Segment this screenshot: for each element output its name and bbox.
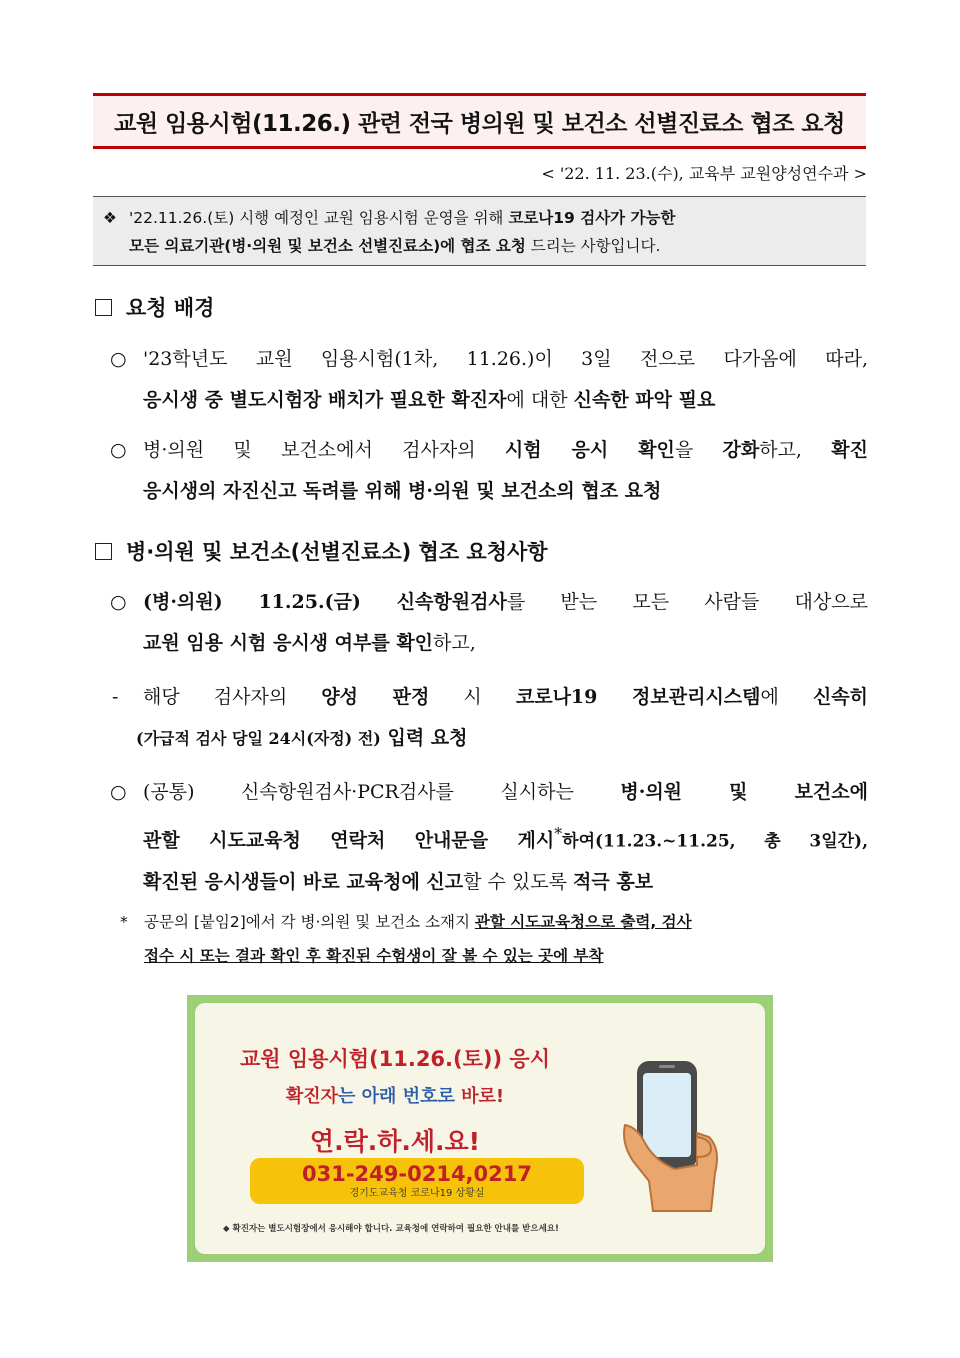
document-title: 교원 임용시험(11.26.) 관련 전국 병의원 및 보건소 선별진료소 협조 요청: [93, 93, 866, 149]
item-line: [112, 718, 868, 759]
item-text: 에: [760, 686, 813, 708]
item-text-bold: (가급적 검사 당일 24시(자정) 전): [136, 729, 381, 748]
item-text: 를 받는 모든 사람들 대상으로: [506, 591, 868, 613]
item-text-bold: 입력 요청: [380, 727, 468, 749]
poster-heading: 교원 임용시험(11.26.(토)) 응시: [240, 1047, 550, 1071]
request-item-2: [110, 772, 868, 903]
item-text: 에 대한: [506, 389, 574, 411]
request-subitem: [112, 677, 868, 759]
summary-text-2: 코로나19 검사가 가능한: [508, 209, 676, 227]
asterisk-icon: *: [120, 913, 128, 931]
item-line: 응시생의 자진신고 독려를 위해 병·의원 및 보건소의 협조 요청: [143, 480, 662, 502]
item-text-bold: 시험 응시 확인: [504, 439, 675, 461]
item-line: [110, 582, 868, 623]
summary-text-4: 드리는 사항입니다.: [525, 237, 661, 255]
item-text-bold: 확진된 응시생들이 바로 교육청에 신고: [143, 871, 464, 894]
poster-text-blue: 는 아래 번호로: [338, 1086, 462, 1107]
circle-bullet-icon: ○: [110, 781, 127, 803]
footnote-star: *: [554, 824, 563, 843]
request-item-1: [110, 582, 868, 664]
poster-text-red: 확진자: [285, 1086, 339, 1107]
section-heading-text: 요청 배경: [126, 296, 215, 320]
checkbox-square-icon: [95, 299, 112, 316]
item-text-bold: (병·의원) 11.25.(금) 신속항원검사: [143, 591, 507, 613]
summary-box: [93, 196, 866, 266]
phone-number-bar: [250, 1158, 584, 1204]
phone-number: 031-249-0214,0217: [302, 1162, 532, 1186]
footnote: [120, 905, 868, 973]
poster-callout: 연.락.하.세.요!: [309, 1127, 481, 1156]
item-text: 하고,: [433, 632, 476, 654]
footnote-text: 공문의 [붙임2]에서 각 병·의원 및 보건소 소재지: [144, 913, 475, 931]
diamond-bullet-icon: ❖: [103, 209, 117, 227]
background-item-2: [110, 430, 868, 512]
footnote-text-bold: 관할 시도교육청으로 출력, 검사: [474, 913, 692, 931]
item-line: [110, 813, 868, 862]
item-line: [110, 862, 868, 903]
footnote-line: 접수 시 또는 결과 확인 후 확진된 수험생이 잘 볼 수 있는 곳에 부착: [144, 947, 604, 965]
circle-bullet-icon: ○: [110, 348, 127, 370]
poster-inner: [195, 1003, 765, 1254]
section-heading-background: [93, 292, 214, 322]
circle-bullet-icon: ○: [110, 439, 127, 461]
background-item-1: [110, 339, 868, 421]
item-line: [112, 677, 868, 718]
item-text: 하고,: [759, 439, 832, 461]
item-text-bold: 코로나19 정보관리시스템: [515, 686, 761, 708]
dash-bullet-icon: -: [112, 686, 119, 708]
item-text-bold: 응시생 중 별도시험장 배치가 필요한 확진자: [143, 389, 507, 411]
item-line: [110, 339, 868, 380]
notice-poster: [187, 995, 773, 1262]
item-text-bold: 양성 판정: [321, 686, 430, 708]
item-line: [110, 772, 868, 813]
poster-text-red: 바로!: [461, 1086, 505, 1107]
item-line: [110, 623, 868, 664]
footnote-line: [120, 905, 868, 939]
item-text-bold: 병·의원 및 보건소에: [620, 781, 868, 803]
section-heading-text: 병·의원 및 보건소(선별진료소) 협조 요청사항: [126, 540, 548, 564]
item-text: 할 수 있도록: [463, 871, 574, 894]
item-text-bold: 교원 임용 시험 응시생 여부를 확인: [143, 632, 434, 654]
item-text: '23학년도 교원 임용시험(1차, 11.26.)이 3일 전으로 다가옴에 따라,: [143, 348, 868, 370]
item-line: [110, 380, 868, 421]
phone-label: 경기도교육청 코로나19 상황실: [349, 1188, 485, 1199]
item-text-bold: 관할 시도교육청 연락처 안내문을: [143, 829, 518, 852]
summary-text-3: 모든 의료기관(병·의원 및 보건소 선별진료소)에 협조 요청: [129, 237, 526, 255]
item-text-bold: 적극 홍보: [573, 871, 654, 894]
summary-line-1: [103, 204, 856, 232]
hand-holding-phone-icon: [615, 1053, 735, 1213]
summary-line-2: [103, 232, 856, 260]
item-text-bold: 신속히: [812, 686, 869, 708]
circle-bullet-icon: ○: [110, 591, 127, 613]
item-text-bold: 확진: [831, 439, 868, 461]
checkbox-square-icon: [95, 543, 112, 560]
item-text-bold: 신속한 파악 필요: [573, 389, 716, 411]
item-text-bold: 게시: [517, 829, 555, 852]
poster-footer: ◆ 확진자는 별도시험장에서 응시해야 합니다. 교육청에 연락하여 필요한 안내를 받으세요!: [223, 1224, 559, 1234]
summary-text-1: '22.11.26.(토) 시행 예정인 교원 임용시험 운영을 위해: [129, 209, 509, 227]
poster-subheading: [195, 1082, 595, 1108]
item-text: 병·의원 및 보건소에서 검사자의: [143, 439, 505, 461]
section-heading-requests: [93, 536, 548, 566]
item-text: 시: [429, 686, 516, 708]
item-text: (공통) 신속항원검사·PCR검사를 실시하는: [143, 781, 621, 803]
item-text-bold: 하여(11.23.~11.25, 총 3일간),: [562, 831, 869, 852]
item-text: 해당 검사자의: [143, 686, 322, 708]
date-line: < '22. 11. 23.(수), 교육부 교원양성연수과 >: [541, 164, 867, 183]
item-text-bold: 강화: [722, 439, 760, 461]
item-line: [110, 430, 868, 471]
item-text: 을: [674, 439, 723, 461]
